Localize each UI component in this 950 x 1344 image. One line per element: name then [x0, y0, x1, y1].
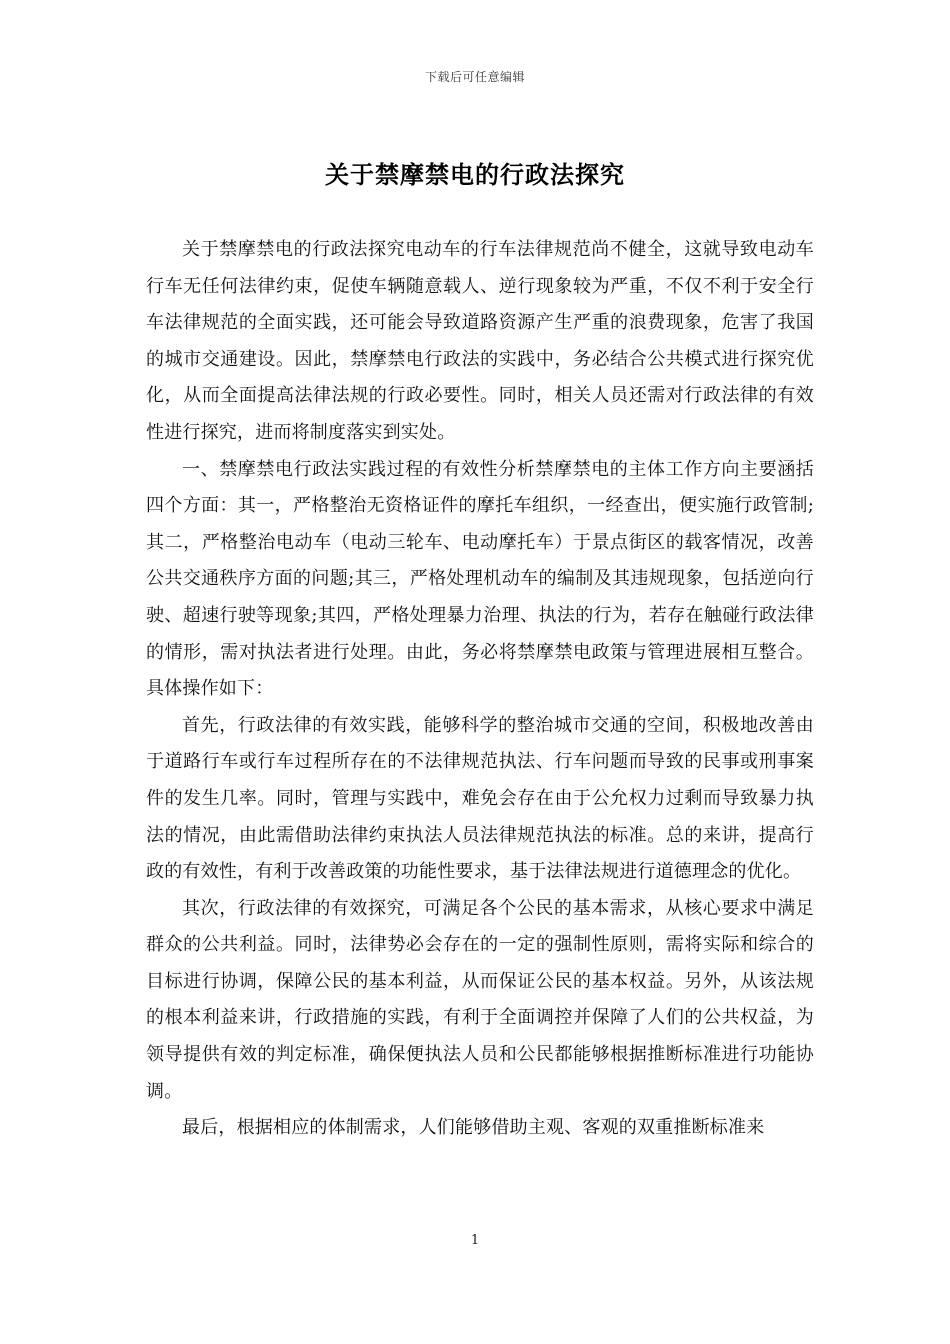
- paragraph-third-point: 最后，根据相应的体制需求，人们能够借助主观、客观的双重推断标准来: [182, 1117, 765, 1139]
- header-note: 下载后可任意编辑: [424, 70, 525, 84]
- paragraph-second-point: 其次，行政法律的有效探究，可满足各个公民的基本需求，从核心要求中满足群众的公共利益。同时，法律势必会存在的一定的强制性原则，需将实际和综合的目标进行协调，保障公民的基本利益，从而保证公民的基本权益。另外，从该法规的根本利益来讲，行政措施的实践，有利于全面调控并保障了人们的公共权益，为领导提供有效的判定标准，确保便执法人员和公民都能够根据推断标准进行功能协调。: [146, 897, 814, 1102]
- document-title: 关于禁摩禁电的行政法探究: [325, 160, 625, 189]
- paragraph-section-one: 一、禁摩禁电行政法实践过程的有效性分析禁摩禁电的主体工作方向主要涵括四个方面：其一，严格整治无资格证件的摩托车组织，一经查出，便实施行政管制;其二，严格整治电动车（电动三轮车、电动摩托车）于景点街区的载客情况，改善公共交通秩序方面的问题;其三，严格处理机动车的编制及其违规现象，包括逆向行驶、超速行驶等现象;其四，严格处理暴力治理、执法的行为，若存在触碰行政法律的情形，需对执法者进行处理。由此，务必将禁摩禁电政策与管理进展相互整合。具体操作如下：: [146, 458, 814, 700]
- page-number: 1: [470, 1233, 480, 1248]
- paragraph-first-point: 首先，行政法律的有效实践，能够科学的整治城市交通的空间，积极地改善由于道路行车或行车过程所存在的不法律规范执法、行车问题而导致的民事或刑事案件的发生几率。同时，管理与实践中，难免会存在由于公允权力过剩而导致暴力执法的情况，由此需借助法律约束执法人员法律规范执法的标准。总的来讲，提高行政的有效性，有利于改善政策的功能性要求，基于法律法规进行道德理念的优化。: [146, 714, 814, 883]
- document-body: [146, 232, 814, 1147]
- paragraph-intro: 关于禁摩禁电的行政法探究电动车的行车法律规范尚不健全，这就导致电动车行车无任何法律约束，促使车辆随意载人、逆行现象较为严重，不仅不利于安全行车法律规范的全面实践，还可能会导致道路资源产生严重的浪费现象，危害了我国的城市交通建设。因此，禁摩禁电行政法的实践中，务必结合公共模式进行探究优化，从而全面提高法律法规的行政必要性。同时，相关人员还需对行政法律的有效性进行探究，进而将制度落实到实处。: [146, 239, 814, 443]
